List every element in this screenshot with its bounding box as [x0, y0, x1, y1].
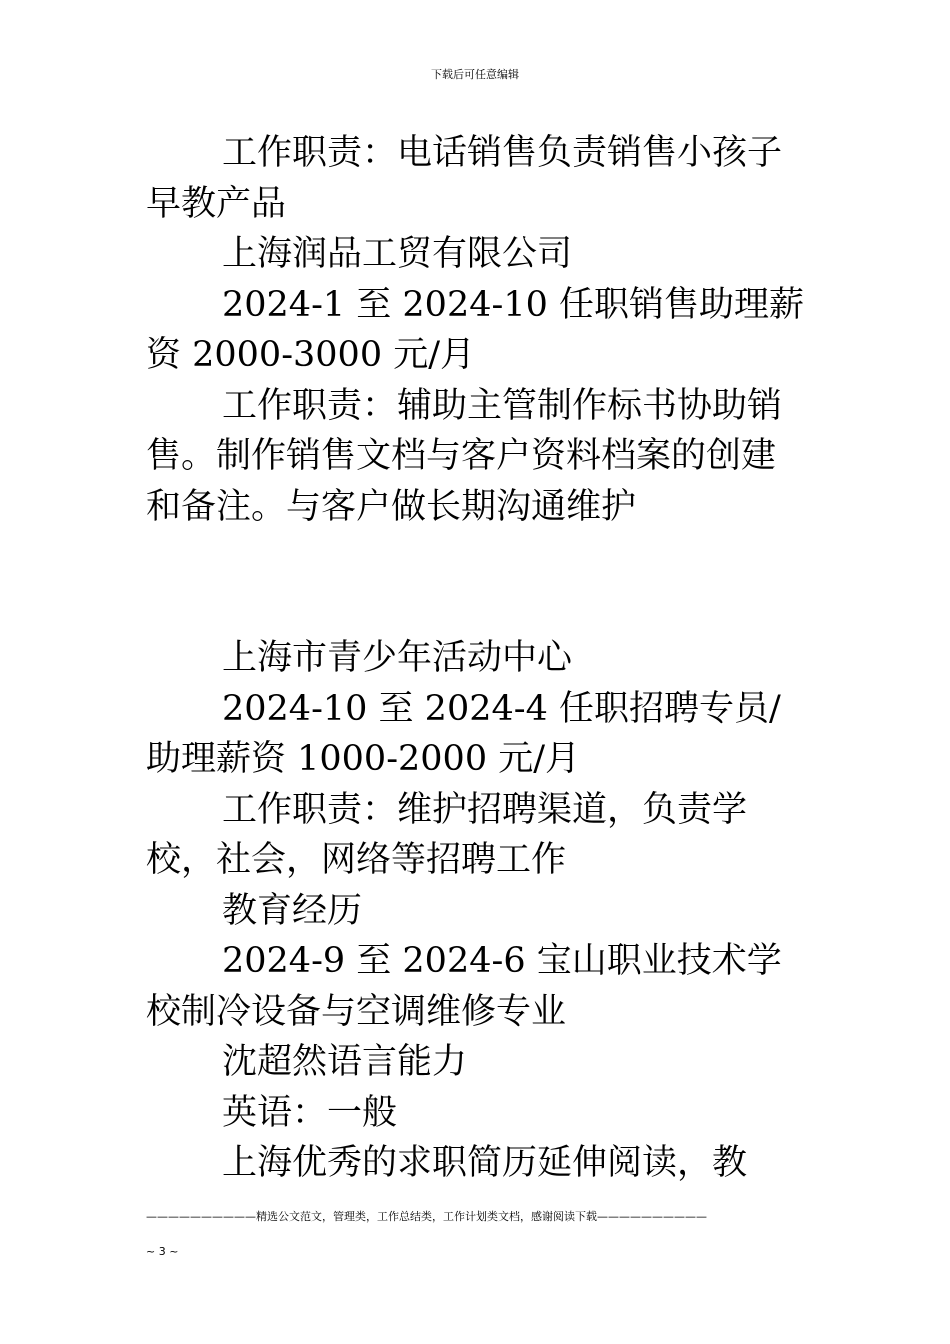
section-heading-language: 沈超然语言能力 — [222, 1042, 468, 1082]
page-header: 下载后可任意编辑 — [431, 68, 519, 81]
paragraph-position-2: 2024-10 至 2024-4 任职招聘专员/助理薪资 1000-2000 元/月 — [146, 688, 781, 779]
paragraph-english: 英语：一般 — [222, 1092, 398, 1133]
paragraph-job-duty-3: 工作职责：维护招聘渠道，负责学校，社会，网络等招聘工作 — [146, 789, 748, 880]
paragraph-gap — [146, 532, 810, 633]
section-heading-education: 教育经历 — [222, 890, 363, 931]
paragraph-company-2: 上海市青少年活动中心 — [222, 638, 573, 678]
page-footer: ——————————精选公文范文，管理类，工作总结类，工作计划类文档，感谢阅读下载—————————— — [146, 1210, 707, 1223]
paragraph-job-duty-2: 工作职责：辅助主管制作标书协助销售。制作销售文档与客户资料档案的创建和备注。与客户做长期沟通维护 — [146, 385, 783, 527]
paragraph-education: 2024-9 至 2024-6 宝山职业技术学校制冷设备与空调维修专业 — [146, 941, 782, 1032]
paragraph-position-1: 2024-1 至 2024-10 任职销售助理薪资 2000-3000 元/月 — [146, 284, 804, 375]
document-body — [146, 128, 810, 1189]
paragraph-further-reading: 上海优秀的求职简历延伸阅读，教 — [222, 1143, 748, 1183]
page-number: ~ 3 ~ — [146, 1245, 179, 1258]
paragraph-job-duty-1: 工作职责：电话销售负责销售小孩子早教产品 — [146, 133, 783, 224]
paragraph-company-1: 上海润品工贸有限公司 — [222, 234, 573, 274]
